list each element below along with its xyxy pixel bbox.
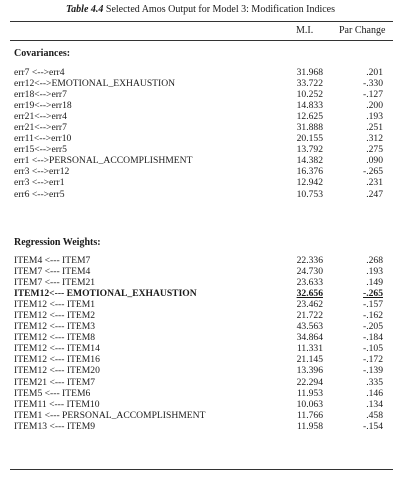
- column-header-par-change: Par Change: [339, 25, 386, 36]
- path-cell: err11<-->err10: [14, 133, 72, 145]
- par-change-cell: .134: [366, 398, 383, 410]
- par-change-cell: -.154: [363, 420, 383, 432]
- par-change-cell: -.330: [363, 78, 383, 90]
- table-row: [0, 67, 401, 78]
- path-cell: ITEM1 <--- PERSONAL_ACCOMPLISHMENT: [14, 409, 206, 421]
- table-row: [0, 288, 401, 299]
- mi-cell: 21.145: [296, 354, 323, 366]
- path-cell: err12<-->EMOTIONAL_EXHAUSTION: [14, 78, 176, 90]
- mi-cell: 24.730: [296, 266, 323, 278]
- mi-cell: 14.382: [296, 155, 323, 167]
- par-change-cell: .193: [366, 266, 383, 278]
- path-cell: ITEM12 <--- ITEM14: [14, 343, 100, 355]
- table-row: [0, 377, 401, 388]
- path-cell: ITEM12 <--- ITEM1: [14, 299, 96, 311]
- path-cell: err15<-->err5: [14, 144, 67, 156]
- path-cell: err1 <-->PERSONAL_ACCOMPLISHMENT: [14, 155, 193, 167]
- covariances-heading: Covariances:: [14, 48, 71, 59]
- path-cell: ITEM13 <--- ITEM9: [14, 420, 96, 432]
- mi-cell: 14.833: [296, 100, 323, 112]
- table-row: [0, 321, 401, 332]
- mi-cell: 33.722: [296, 78, 323, 90]
- par-change-cell: .231: [366, 177, 383, 189]
- mi-cell: 31.968: [296, 67, 323, 78]
- mi-cell: 34.864: [296, 332, 323, 344]
- table-row: [0, 166, 401, 177]
- par-change-cell: -.105: [363, 343, 383, 355]
- table-row: [0, 266, 401, 277]
- mi-cell: 10.753: [296, 188, 323, 200]
- path-cell: err6 <-->err5: [14, 188, 65, 200]
- path-cell: ITEM12 <--- ITEM2: [14, 310, 96, 322]
- table-row: [0, 365, 401, 376]
- table-row: [0, 89, 401, 100]
- table-number: Table 4.4: [65, 4, 104, 15]
- path-cell: ITEM7 <--- ITEM21: [14, 277, 96, 289]
- par-change-cell: .251: [366, 122, 383, 134]
- par-change-cell: .201: [366, 67, 383, 78]
- mi-cell: 11.766: [296, 409, 323, 421]
- table-row: [0, 255, 401, 266]
- mi-cell: 11.331: [296, 343, 323, 355]
- mi-cell: 22.294: [296, 376, 323, 388]
- path-cell: ITEM12 <--- ITEM16: [14, 354, 100, 366]
- par-change-cell: .090: [366, 155, 383, 167]
- par-change-cell: .146: [366, 387, 383, 399]
- table-row: [0, 299, 401, 310]
- mi-cell: 23.633: [296, 277, 323, 289]
- table-row: [0, 177, 401, 188]
- table-row: [0, 111, 401, 122]
- path-cell: ITEM12<--- EMOTIONAL_EXHAUSTION: [14, 288, 197, 300]
- mi-cell: 22.336: [296, 255, 323, 266]
- column-header-mi: M.I.: [296, 25, 314, 36]
- table-row: [0, 122, 401, 133]
- table-row: [0, 310, 401, 321]
- mi-cell: 12.625: [296, 111, 323, 123]
- header-rule: [10, 40, 393, 41]
- table-row: [0, 100, 401, 111]
- table-row: [0, 277, 401, 288]
- table-row: [0, 155, 401, 166]
- par-change-cell: -.139: [363, 365, 383, 377]
- par-change-cell: -.184: [363, 332, 383, 344]
- par-change-cell: .247: [366, 188, 383, 200]
- par-change-cell: -.265: [363, 288, 383, 300]
- covariances-table: [0, 67, 401, 200]
- mi-cell: 20.155: [296, 133, 323, 145]
- par-change-cell: -.157: [363, 299, 383, 311]
- par-change-cell: .200: [366, 100, 383, 112]
- table-row: [0, 144, 401, 155]
- par-change-cell: -.265: [363, 166, 383, 178]
- path-cell: ITEM12 <--- ITEM20: [14, 365, 100, 377]
- table-row: [0, 388, 401, 399]
- top-rule: [10, 21, 393, 22]
- mi-cell: 10.063: [296, 398, 323, 410]
- mi-cell: 23.462: [296, 299, 323, 311]
- table-title: Selected Amos Output for Model 3: Modification Indices: [105, 4, 336, 15]
- par-change-cell: .268: [366, 255, 383, 266]
- table-row: [0, 78, 401, 89]
- table-row: [0, 133, 401, 144]
- path-cell: ITEM7 <--- ITEM4: [14, 266, 91, 278]
- path-cell: ITEM11 <--- ITEM10: [14, 398, 100, 410]
- mi-cell: 13.792: [296, 144, 323, 156]
- table-row: [0, 343, 401, 354]
- path-cell: ITEM5 <--- ITEM6: [14, 387, 91, 399]
- mi-cell: 43.563: [296, 321, 323, 333]
- mi-cell: 13.396: [296, 365, 323, 377]
- par-change-cell: .149: [366, 277, 383, 289]
- path-cell: err21<-->err7: [14, 122, 67, 134]
- path-cell: err7 <-->err4: [14, 67, 65, 78]
- table-row: [0, 421, 401, 432]
- regression-weights-heading: Regression Weights:: [14, 237, 101, 248]
- par-change-cell: .193: [366, 111, 383, 123]
- mi-cell: 21.722: [296, 310, 323, 322]
- mi-cell: 12.942: [296, 177, 323, 189]
- path-cell: err21<-->err4: [14, 111, 67, 123]
- par-change-cell: .312: [366, 133, 383, 145]
- mi-cell: 31.888: [296, 122, 323, 134]
- table-row: [0, 354, 401, 365]
- par-change-cell: -.127: [363, 89, 383, 101]
- table-row: [0, 332, 401, 343]
- table-row: [0, 399, 401, 410]
- table-caption: [0, 4, 401, 15]
- path-cell: err3 <-->err1: [14, 177, 65, 189]
- bottom-rule: [10, 469, 393, 470]
- regression-weights-table: [0, 255, 401, 432]
- mi-cell: 32.656: [296, 288, 323, 300]
- path-cell: err18<-->err7: [14, 89, 67, 101]
- path-cell: err3 <-->err12: [14, 166, 70, 178]
- mi-cell: 10.252: [296, 89, 323, 101]
- par-change-cell: -.205: [363, 321, 383, 333]
- mi-cell: 11.953: [296, 387, 323, 399]
- mi-cell: 16.376: [296, 166, 323, 178]
- par-change-cell: -.172: [363, 354, 383, 366]
- table-row: [0, 189, 401, 200]
- table-row: [0, 410, 401, 421]
- par-change-cell: .458: [366, 409, 383, 421]
- path-cell: ITEM21 <--- ITEM7: [14, 376, 96, 388]
- path-cell: err19<-->err18: [14, 100, 72, 112]
- path-cell: ITEM12 <--- ITEM8: [14, 332, 96, 344]
- path-cell: ITEM4 <--- ITEM7: [14, 255, 91, 266]
- par-change-cell: .335: [366, 376, 383, 388]
- par-change-cell: .275: [366, 144, 383, 156]
- mi-cell: 11.958: [296, 420, 323, 432]
- par-change-cell: -.162: [363, 310, 383, 322]
- path-cell: ITEM12 <--- ITEM3: [14, 321, 96, 333]
